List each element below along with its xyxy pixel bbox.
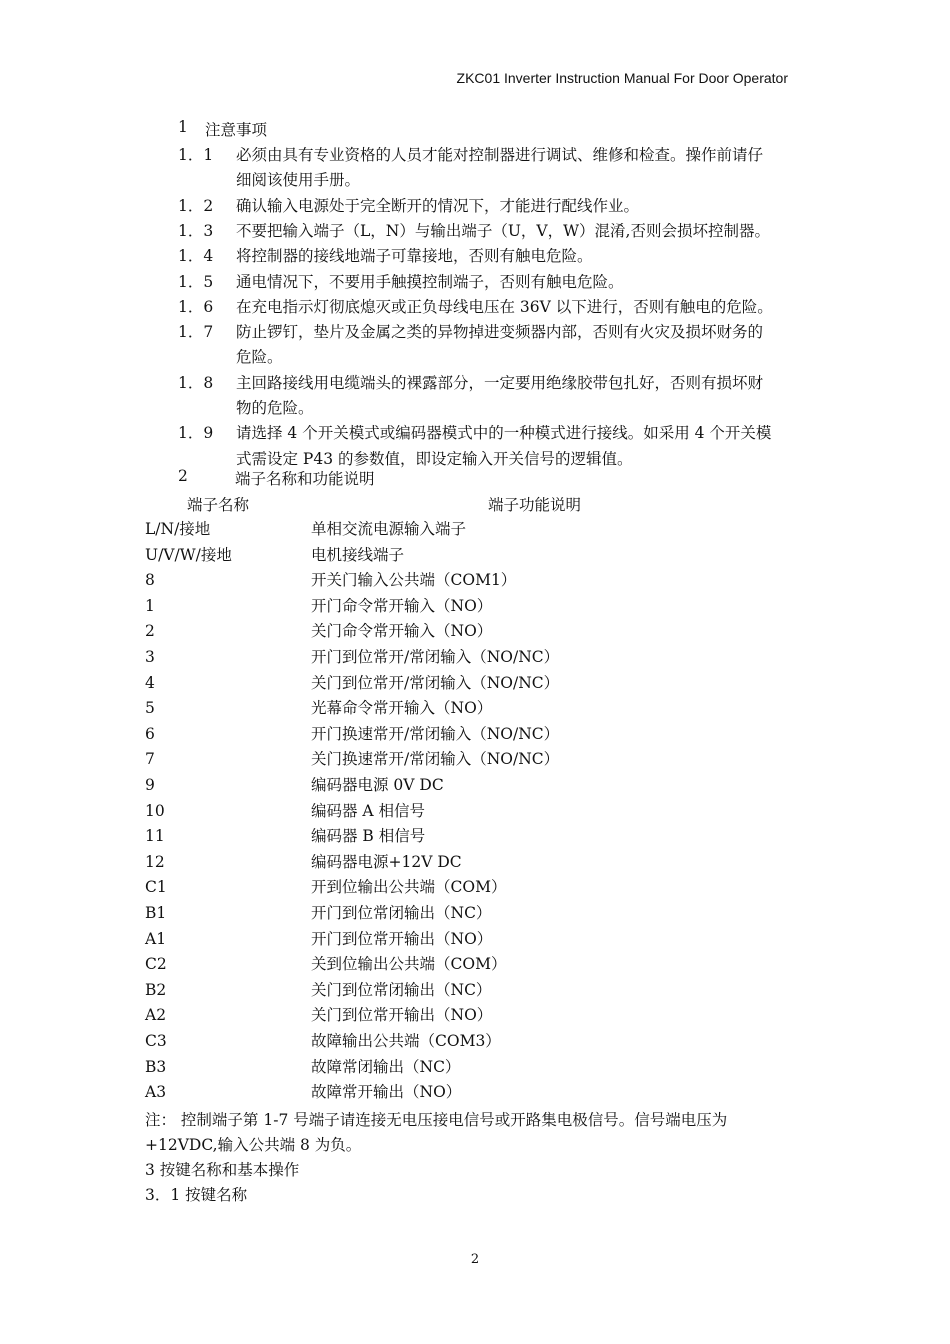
terminal-description: 电机接线端子 bbox=[311, 545, 405, 564]
item-number: 1．5 bbox=[178, 272, 214, 291]
terminal-description: 开门到位常闭输出（NC） bbox=[311, 904, 492, 922]
note-line-2: +12VDC,输入公共端 8 为负。 bbox=[145, 1136, 362, 1154]
terminal-description: 开门命令常开输入（NO） bbox=[311, 596, 493, 615]
terminal-name: 11 bbox=[145, 827, 165, 846]
section-1-number: 1 bbox=[178, 118, 188, 136]
terminal-name: C1 bbox=[145, 878, 167, 897]
terminal-name: L/N/接地 bbox=[145, 520, 211, 538]
item-number: 1．9 bbox=[178, 424, 214, 443]
item-text-line: 物的危险。 bbox=[236, 399, 314, 417]
item-text-line: 必须由具有专业资格的人员才能对控制器进行调试、维修和检查。操作前请仔 bbox=[236, 146, 764, 164]
section-1-title: 注意事项 bbox=[205, 121, 268, 139]
terminal-name: 8 bbox=[145, 571, 155, 590]
item-number: 1．8 bbox=[178, 373, 214, 392]
terminal-description: 关门换速常开/常闭输入（NO/NC） bbox=[311, 750, 560, 769]
item-number: 1．1 bbox=[178, 146, 214, 164]
terminal-name: B3 bbox=[145, 1057, 167, 1076]
terminal-name: 12 bbox=[145, 852, 165, 871]
terminal-description: 开门换速常开/常闭输入（NO/NC） bbox=[311, 724, 560, 743]
item-text-line: 式需设定 P43 的参数值，即设定输入开关信号的逻辑值。 bbox=[236, 449, 633, 468]
section-2-title: 端子名称和功能说明 bbox=[235, 470, 375, 488]
page-number: 2 bbox=[470, 1252, 480, 1267]
terminal-name: 3 bbox=[145, 648, 155, 666]
item-text-line: 请选择 4 个开关模式或编码器模式中的一种模式进行接线。如采用 4 个开关模 bbox=[236, 424, 772, 443]
terminal-description: 故障常开输出（NO） bbox=[311, 1083, 462, 1102]
section-3-1-title: 3．1 按键名称 bbox=[145, 1186, 248, 1204]
terminal-desc-header: 端子功能说明 bbox=[488, 496, 582, 514]
terminal-name: 6 bbox=[145, 724, 155, 743]
item-text-line: 不要把输入端子（L，N）与输出端子（U，V，W）混淆,否则会损坏控制器。 bbox=[236, 221, 770, 240]
section-2-number: 2 bbox=[178, 467, 188, 485]
terminal-description: 故障输出公共端（COM3） bbox=[311, 1032, 501, 1050]
terminal-description: 故障常闭输出（NC） bbox=[311, 1057, 461, 1076]
terminal-description: 开门到位常开输出（NO） bbox=[311, 929, 493, 948]
terminal-description: 关门命令常开输入（NO） bbox=[311, 622, 493, 641]
item-text-line: 在充电指示灯彻底熄灭或正负母线电压在 36V 以下进行，否则有触电的危险。 bbox=[236, 297, 773, 316]
item-text-line: 将控制器的接线地端子可靠接地，否则有触电危险。 bbox=[236, 247, 593, 266]
item-number: 1．6 bbox=[178, 297, 214, 316]
terminal-name: A2 bbox=[145, 1006, 167, 1025]
terminal-name: 7 bbox=[145, 750, 155, 769]
item-number: 1．4 bbox=[178, 247, 214, 266]
terminal-name: 2 bbox=[145, 622, 155, 641]
item-text-line: 危险。 bbox=[236, 348, 283, 367]
terminal-description: 关门到位常闭输出（NC） bbox=[311, 980, 492, 999]
item-number: 1．7 bbox=[178, 323, 214, 342]
terminal-description: 单相交流电源输入端子 bbox=[311, 520, 467, 538]
terminal-name-header: 端子名称 bbox=[187, 496, 250, 514]
item-text-line: 主回路接线用电缆端头的裸露部分，一定要用绝缘胶带包扎好，否则有损坏财 bbox=[236, 373, 764, 392]
item-number: 1．2 bbox=[178, 196, 214, 215]
terminal-name: 1 bbox=[145, 596, 155, 615]
terminal-description: 开门到位常开/常闭输入（NO/NC） bbox=[311, 648, 560, 666]
terminal-description: 编码器 A 相信号 bbox=[311, 801, 426, 820]
terminal-name: 9 bbox=[145, 776, 155, 794]
terminal-name: C3 bbox=[145, 1032, 167, 1050]
terminal-name: 10 bbox=[145, 801, 165, 820]
terminal-name: B1 bbox=[145, 904, 167, 922]
terminal-description: 开到位输出公共端（COM） bbox=[311, 878, 507, 897]
note-line-1: 注： 控制端子第 1-7 号端子请连接无电压接电信号或开路集电极信号。信号端电压为 bbox=[145, 1111, 728, 1129]
terminal-description: 开关门输入公共端（COM1） bbox=[311, 571, 517, 590]
terminal-description: 编码器电源 0V DC bbox=[311, 776, 444, 794]
terminal-name: A1 bbox=[145, 929, 167, 948]
section-3-title: 3 按键名称和基本操作 bbox=[145, 1161, 300, 1179]
terminal-name: A3 bbox=[145, 1083, 167, 1102]
item-text-line: 细阅该使用手册。 bbox=[236, 171, 361, 190]
terminal-description: 编码器 B 相信号 bbox=[311, 827, 426, 846]
terminal-description: 光幕命令常开输入（NO） bbox=[311, 699, 493, 718]
terminal-description: 编码器电源+12V DC bbox=[311, 852, 462, 871]
page-header: ZKC01 Inverter Instruction Manual For Door Operator bbox=[456, 70, 788, 86]
item-text-line: 通电情况下，不要用手触摸控制端子，否则有触电危险。 bbox=[236, 272, 624, 291]
terminal-name: B2 bbox=[145, 980, 167, 999]
terminal-description: 关门到位常开输出（NO） bbox=[311, 1006, 493, 1025]
terminal-description: 关门到位常开/常闭输入（NO/NC） bbox=[311, 673, 560, 692]
item-text-line: 确认输入电源处于完全断开的情况下，才能进行配线作业。 bbox=[236, 196, 640, 215]
terminal-name: 5 bbox=[145, 699, 155, 718]
terminal-name: C2 bbox=[145, 955, 167, 974]
terminal-name: 4 bbox=[145, 673, 155, 692]
item-number: 1．3 bbox=[178, 221, 214, 240]
terminal-description: 关到位输出公共端（COM） bbox=[311, 955, 507, 974]
terminal-name: U/V/W/接地 bbox=[145, 545, 232, 564]
item-text-line: 防止锣钉，垫片及金属之类的异物掉进变频器内部，否则有火灾及损坏财务的 bbox=[236, 323, 764, 342]
